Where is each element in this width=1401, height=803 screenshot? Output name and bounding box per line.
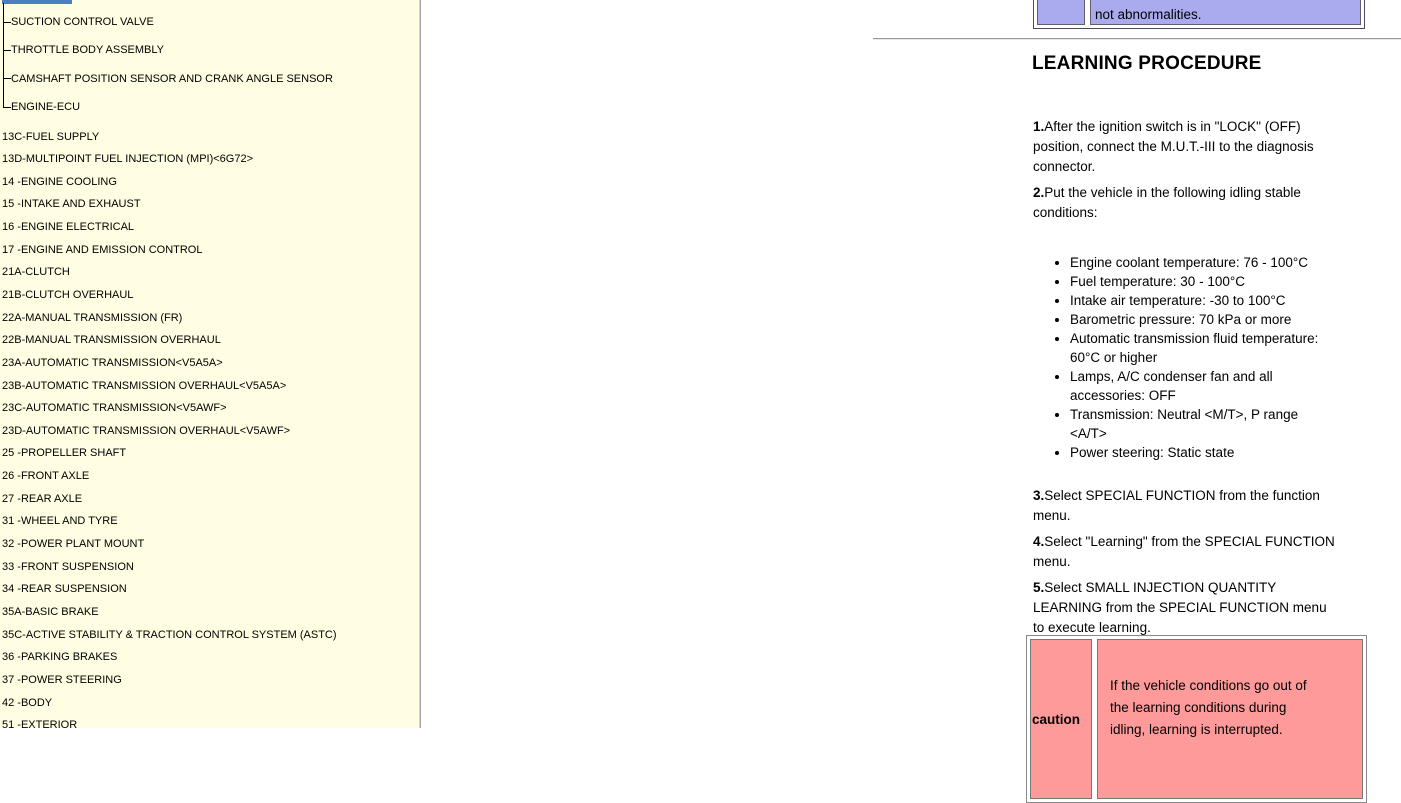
toc-section-item[interactable]: 35A-BASIC BRAKE [2,605,99,618]
step-paragraph [1033,183,1341,223]
toc-section-item[interactable]: 15 -INTAKE AND EXHAUST [2,198,141,211]
step-paragraph [1033,117,1341,177]
toc-section-item[interactable]: 31 -WHEEL AND TYRE [2,515,118,528]
step-text: Select SMALL INJECTION QUANTITY LEARNING from the SPECIAL FUNCTION menu to execute learning. [1033,580,1327,635]
toc-tree-item[interactable]: SUCTION CONTROL VALVE [11,16,154,28]
toc-tree-item[interactable]: CAMSHAFT POSITION SENSOR AND CRANK ANGLE SENSOR [11,72,333,85]
condition-item: • Transmission: Neutral <M/T>, P range <A/T> [1070,405,1330,443]
condition-item: • Intake air temperature: -30 to 100°C [1070,291,1330,310]
toc-section-item[interactable]: 22B-MANUAL TRANSMISSION OVERHAUL [2,334,221,347]
step-text: Select "Learning" from the SPECIAL FUNCTION menu. [1033,534,1335,569]
toc-section-item[interactable]: 13C-FUEL SUPPLY [2,130,100,143]
toc-section-item[interactable]: 25 -PROPELLER SHAFT [2,447,127,460]
caution-label: caution [1030,639,1092,799]
toc-section-item[interactable]: 22A-MANUAL TRANSMISSION (FR) [2,311,183,324]
horizontal-rule [873,38,1401,40]
condition-item: • Power steering: Static state [1070,443,1330,462]
step-number: 3. [1033,488,1045,503]
tree-branch-line [3,50,11,51]
procedure-body [1033,117,1341,644]
step-number: 4. [1033,534,1045,549]
step-number: 5. [1033,580,1045,595]
condition-item: • Fuel temperature: 30 - 100°C [1070,272,1330,291]
toc-tree [11,8,417,121]
condition-item: • Barometric pressure: 70 kPa or more [1070,310,1330,329]
caution-text-line: If the vehicle conditions go out of [1110,678,1307,693]
condition-item: • Lamps, A/C condenser fan and all accessories: OFF [1070,367,1330,405]
toc-section-item[interactable]: 17 -ENGINE AND EMISSION CONTROL [2,243,203,256]
toc-section-item[interactable]: 16 -ENGINE ELECTRICAL [2,221,135,234]
toc-section-item[interactable]: 27 -REAR AXLE [2,492,83,505]
toc-section-item[interactable]: 26 -FRONT AXLE [2,470,90,483]
tree-branch-line [3,107,11,108]
document-pane [422,0,1335,737]
caution-text [1097,639,1363,799]
selected-tree-item-fragment[interactable] [2,0,72,4]
toc-section-item[interactable]: 23C-AUTOMATIC TRANSMISSION<V5AWF> [2,402,227,415]
step-text: Select SPECIAL FUNCTION from the function menu. [1033,488,1320,523]
pane-divider [420,0,421,728]
toc-section-item[interactable]: 42 -BODY [2,696,53,709]
toc-section-item[interactable]: 34 -REAR SUSPENSION [2,583,127,596]
note-box [1033,0,1365,29]
toc-section-item[interactable]: 23A-AUTOMATIC TRANSMISSION<V5A5A> [2,356,223,369]
toc-section-item[interactable]: 37 -POWER STEERING [2,673,122,686]
toc-section-item[interactable]: 36 -PARKING BRAKES [2,651,118,664]
page-title: LEARNING PROCEDURE [1032,53,1262,74]
caution-text-line: the learning conditions during [1110,700,1287,715]
toc-section-item[interactable]: 21A-CLUTCH [2,266,70,279]
tree-branch-line [3,78,11,79]
steps-after-conditions [1033,486,1341,638]
toc-section-item[interactable]: 21B-CLUTCH OVERHAUL [2,288,134,301]
toc-section-item[interactable]: 14 -ENGINE COOLING [2,175,117,188]
toc-section-item[interactable]: 32 -POWER PLANT MOUNT [2,538,145,551]
step-number: 2. [1033,185,1045,200]
toc-section-item[interactable]: 51 -EXTERIOR [2,719,78,732]
condition-item: • Engine coolant temperature: 76 - 100°C [1070,253,1330,272]
steps-before-conditions [1033,117,1341,223]
tree-branch-line [3,22,11,23]
step-text: Put the vehicle in the following idling stable conditions: [1033,185,1301,220]
caution-box [1026,635,1367,803]
note-text: not abnormalities. [1090,0,1361,25]
toc-section-item[interactable]: 35C-ACTIVE STABILITY & TRACTION CONTROL SYSTEM (ASTC) [2,628,337,641]
condition-item: • Automatic transmission fluid temperature: 60°C or higher [1070,329,1330,367]
toc-section-item[interactable]: 33 -FRONT SUSPENSION [2,560,134,573]
toc-section-item[interactable]: 13D-MULTIPOINT FUEL INJECTION (MPI)<6G72> [2,153,254,166]
caution-text-line: idling, learning is interrupted. [1110,722,1283,737]
step-text: After the ignition switch is in "LOCK" (OFF) position, connect the M.U.T.-III to the diagnosis connector. [1033,119,1314,174]
toc-section-item[interactable]: 23D-AUTOMATIC TRANSMISSION OVERHAUL<V5AWF> [2,424,291,437]
step-paragraph [1033,532,1341,572]
step-number: 1. [1033,119,1045,134]
toc-tree-item[interactable]: THROTTLE BODY ASSEMBLY [11,44,165,57]
tree-connector-line [3,3,4,107]
toc-section-list [2,126,417,737]
toc-tree-item[interactable]: ENGINE-ECU [11,100,81,113]
step-paragraph [1033,486,1341,526]
toc-sidebar [0,0,420,732]
note-label-cell [1037,0,1085,25]
conditions-list [1033,253,1341,462]
toc-section-item[interactable]: 23B-AUTOMATIC TRANSMISSION OVERHAUL<V5A5A> [2,379,287,392]
step-paragraph [1033,578,1341,638]
